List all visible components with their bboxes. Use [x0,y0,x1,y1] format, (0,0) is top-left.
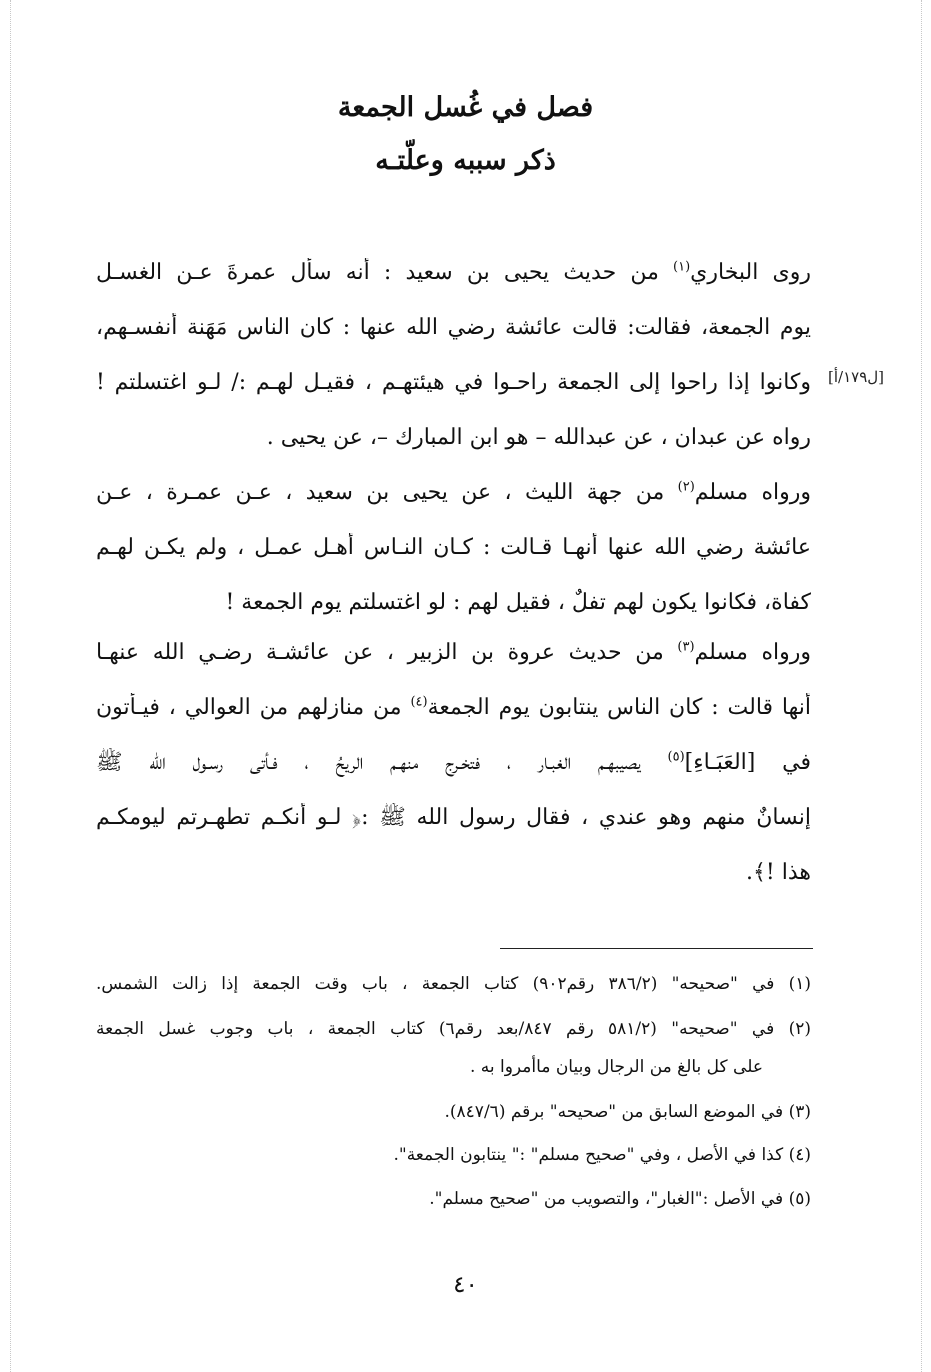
page-number: ٤٠ [453,1272,478,1298]
section-subtitle: ذكر سببه وعلّتـه [375,145,556,176]
body-line: ورواه مسلم$^{(٢)}$ من جهة الليث ، عن يحيى بن سعيد ، عـن عمـرة ، عـن [96,479,811,505]
footnote: (٤) كذا في الأصل ، وفي "صحيح مسلم" :" ينتابون الجمعة". [393,1145,811,1165]
body-line: أنها قالت : كان الناس ينتابون يوم الجمعة$^{(٤)}$ من منازلهم من العوالي ، فيـأتون [96,694,811,720]
body-line: روى البخاري$^{(١)}$ من حديث يحيى بن سعيد : أنه سأل عمرةَ عـن الغسـل [96,259,811,285]
footnote-ref: (١) [673,259,691,275]
footnote-ref: (٥) [667,749,685,765]
body-line: عائشة رضي الله عنها أنهـا قـالت : كـان النـاس أهـل عمـل ، ولم يكـن لهـم [96,535,811,560]
scan-edge-left [10,0,11,1372]
footnote: (١) في "صحيحه" (٣٨٦/٢ رقم٩٠٢) كتاب الجمعة ، باب وقت الجمعة إذا زالت الشمس. [96,974,811,994]
body-line: كفاة، فكانوا يكون لهم تفلٌ ، فقيل لهم : لو اغتسلتم يوم الجمعة ! [225,590,811,615]
footnote-ref: (٢) [677,479,695,495]
footnote: (٣) في الموضع السابق من "صحيحه" برقم (٨٤٧/٦). [444,1102,811,1122]
footnote: (٢) في "صحيحه" (٥٨١/٢ رقم ٨٤٧/بعد رقم٦) كتاب الجمعة ، باب وجوب غسل الجمعة [96,1019,811,1039]
body-line: في [العَبَـاءِ]$^{(٥)}$ يصيبهـم الغبـار ، فتخـرج منهـم الريحُ ، فـأتى رسـول الله ﷺ [96,749,811,775]
body-line: يوم الجمعة، فقالت: قالت عائشة رضي الله عنها : كان الناس مَهَنة أنفسـهم، [96,315,811,340]
footnote-continuation: على كل بالغ من الرجال وبيان ماأمروا به . [469,1057,763,1077]
body-line: وكانوا إذا راحوا إلى الجمعة راحـوا في هيئتهـم ، فقيـل لهـم :/ لـو اغتسلتم ! [96,370,811,395]
body-line: ورواه مسلم$^{(٣)}$ من حديث عروة بن الزبير ، عن عائشـة رضـي الله عنهـا [96,639,811,665]
body-line: إنسانٌ منهم وهو عندي ، فقال رسول الله ﷺ :﴿ لـو أنكـم تطهـرتم ليومكـم [96,805,811,830]
body-line: رواه عن عبدان ، عن عبدالله – هو ابن المبارك –، عن يحيى . [266,425,811,450]
scan-edge-right [921,0,922,1372]
manuscript-folio-marker: [ل١٧٩/أ] [828,368,885,386]
body-line: هذا !﴾. [746,860,811,885]
footnote-ref: (٤) [410,694,428,710]
chapter-title: فصل في غُسل الجمعة [337,92,594,123]
footnote-ref: (٣) [677,639,695,655]
footnote-separator [500,948,813,949]
footnote: (٥) في الأصل :"الغبار"، والتصويب من "صحيح مسلم". [429,1189,811,1209]
